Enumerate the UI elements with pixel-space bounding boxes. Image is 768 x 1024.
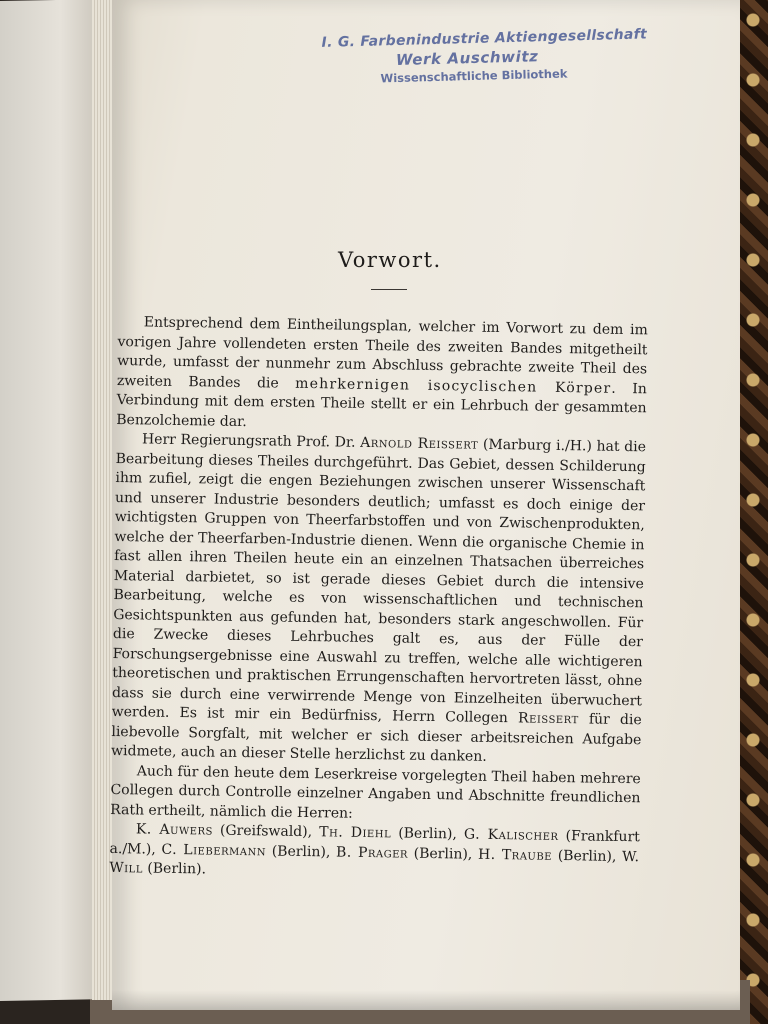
location-text: (Berlin), [407,845,479,863]
name-kalischer: G. Kalischer [463,826,559,844]
location-text: (Berlin), [551,847,623,865]
author-name-2: Reissert [517,710,579,728]
paragraph-2-start: Herr Regierungsrath Prof. Dr. [141,431,361,451]
paragraph-3 [110,761,641,828]
page-bottom-shadow [112,990,740,1010]
stamp-library: Wissenschaftliche Bibliothek [380,66,568,86]
library-stamp [321,26,648,87]
location-text: (Berlin), [265,842,337,860]
paragraph-1 [116,313,648,438]
location-text: (Greifswald), [212,822,320,841]
name-liebermann: C. Liebermann [161,841,267,859]
location-text: (Berlin), [391,825,465,843]
page-title: Vorwort. [338,248,442,272]
emphasized-phrase: mehrkernigen isocyclischen Körper [295,375,612,397]
name-auwers: K. Auwers [135,821,214,839]
paragraph-2-body: (Marburg i./H.) hat die Bearbeitung dieses Theiles durchgeführt. Das Gebiet, dessen Schilderung ihm zufiel, zeigt die engen Beziehungen zwischen unserer Wissenschaft und unserer Industrie besonders deutlich; umfasst es doch einige der wichtigsten Gruppen von Theerfarbstoffen und von Zwischenprodukten, welche der Theerfarben-Industrie dienen. Wenn die organische Chemie in fast allen ihren Theilen heute ein an einzelnen Thatsachen überreiches Material darbietet, so ist gerade dieses Gebiet durch die intensive Bearbeitung, welche es von wissenschaftlichen und technischen Gesichtspunkten aus gefunden hat, besonders stark angeschwollen. Für die Zwecke dieses Lehrbuches galt es, aus der Fülle der Forschungsergebnisse eine Auswahl zu treffen, welche alle wichtigeren theoretischen und praktischen Errungenschaften hervortreten lässt, ohne dass sie durch eine verwirrende Menge von Einzelheiten überwuchert werden. Es ist mir ein Bedürfniss, Herrn Collegen [111,436,647,727]
location-text: (Frankfurt a./M.), [109,827,640,858]
name-diehl: Th. Diehl [319,824,392,842]
paragraph-3-text: Auch für den heute dem Leserkreise vorgelegten Theil haben mehrere Collegen durch Controlle einzelner Angaben und Abschnitte freundlichen Rath ertheilt, nämlich die Herren: [110,762,641,822]
name-prager: B. Prager [335,843,409,862]
paragraph-4 [109,820,640,887]
paragraph-1-text: Entsprechend dem Eintheilungsplan, welcher im Vorwort zu dem im vorigen Jahre vollendeten ersten Theile des zweiten Bandes mitgetheilt wurde, umfasst der nunmehr zum Abschluss gebrachte zweite Theil des zweiten Bandes die [116,314,648,392]
title-divider [371,289,407,290]
location-text: (Berlin). [142,860,207,878]
name-will: W. Will [109,848,640,877]
paragraph-2 [111,430,646,770]
stamp-company: I. G. Farbenindustrie Aktiengesellschaft [321,26,648,51]
paragraph-2-end: für die liebevolle Sorgfalt, mit welcher er sich dieser arbeitsreichen Aufgabe widmete, auch an dieser Stelle herzlichst zu danken. [110,711,642,765]
preface-body [109,313,648,887]
stamp-plant: Werk Auschwitz [395,47,539,69]
author-name: Arnold Reissert [360,434,479,453]
paragraph-1-end: . In Verbindung mit dem ersten Theile stellt er ein Lehrbuch der gesammten Benzolchemie dar. [116,380,647,430]
name-traube: H. Traube [477,846,553,864]
carpet-background [738,0,768,1024]
